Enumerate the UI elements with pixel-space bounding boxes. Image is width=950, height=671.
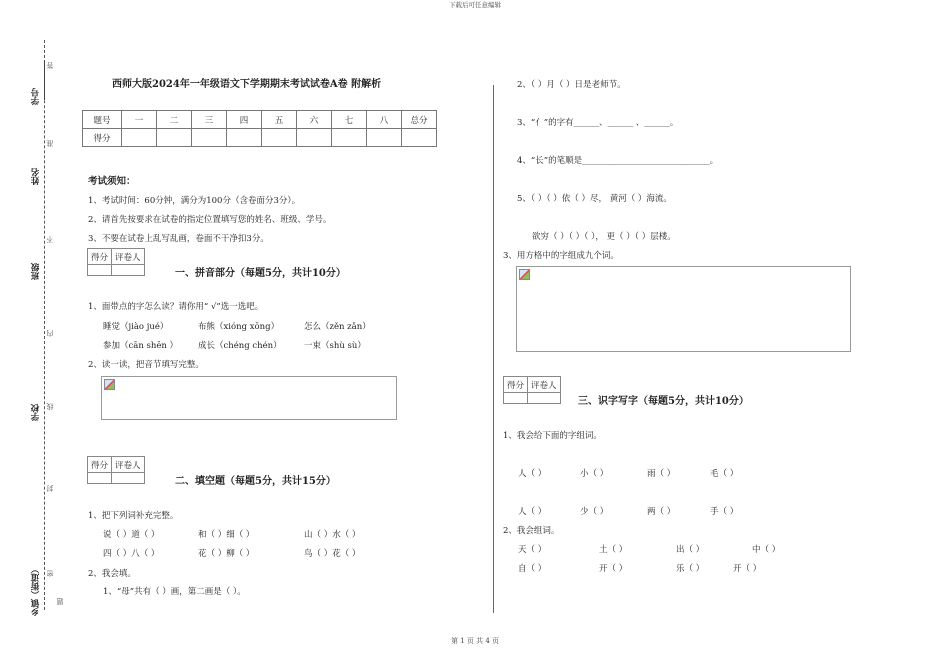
fill-blank: 山（ ）水（ ）	[304, 530, 361, 540]
fill-blank: 鸟（ ）花（ ）	[304, 549, 361, 559]
cut-line	[44, 40, 45, 610]
grader-box	[87, 248, 145, 276]
column-divider	[493, 85, 494, 613]
margin-mark: 题	[56, 598, 64, 605]
question: 1、我会给下面的字组词。	[503, 431, 602, 441]
fill-blank: 3、“亻”的字有______、______ 、______。	[517, 118, 679, 128]
fill-blank: 乐（ ）	[676, 564, 705, 574]
fill-blank: 中（ ）	[752, 545, 781, 555]
grader-reviewer-cell	[112, 265, 145, 276]
fill-blank: 说（ ）道（ ）	[103, 530, 160, 540]
grader-reviewer-label: 评卷人	[112, 249, 145, 265]
fill-blank: 手（ ）	[710, 507, 739, 517]
fill-blank: 1、“母”共有（ ）画，第二画是（ ）。	[103, 587, 246, 597]
fill-blank: 2、（ ）月（ ）日是老师节。	[517, 80, 626, 90]
class-label: 班级	[31, 263, 41, 280]
margin-mark: 封	[46, 485, 54, 492]
fill-blank: 天（ ）	[518, 545, 547, 555]
grader-score-cell	[88, 473, 112, 484]
score-cell	[122, 129, 157, 147]
fill-blank: 欲穷（ ）（ ）（ ）， 更（ ）（ ）层楼。	[532, 232, 676, 242]
fill-blank: 5、（ ）（ ）依（ ）尽， 黄河（ ）海流。	[517, 194, 672, 204]
score-cell: 得分	[83, 129, 122, 147]
grader-reviewer-cell	[112, 473, 145, 484]
score-cell	[332, 129, 367, 147]
notice-item: 2、请首先按要求在试卷的指定位置填写您的姓名、班级、学号。	[88, 215, 332, 225]
notice-item: 1、考试时间：60分钟，满分为100分（含卷面分3分）。	[88, 196, 301, 206]
score-cell	[367, 129, 402, 147]
fill-blank: 出（ ）	[676, 545, 705, 555]
fill-blank: 人（ ）	[518, 469, 547, 479]
fill-blank: 四（ ）八（ ）	[103, 549, 160, 559]
pinyin-choice: 成长（chéng chén）	[198, 341, 282, 351]
score-cell: 八	[367, 111, 402, 129]
score-cell	[157, 129, 192, 147]
section-title: 一、拼音部分（每题5分，共计10分）	[175, 268, 346, 279]
score-cell: 七	[332, 111, 367, 129]
broken-image-icon	[104, 379, 115, 390]
score-cell: 四	[227, 111, 262, 129]
fill-blank: 小（ ）	[580, 469, 609, 479]
question: 2、我会填。	[88, 569, 136, 579]
grader-score-cell	[504, 393, 528, 404]
grader-score-cell	[88, 265, 112, 276]
question: 1、面带点的字怎么读？请你用“ √”选一选吧。	[88, 302, 264, 312]
fill-blank: 两（ ）	[647, 507, 676, 517]
township-label: 乡镇（街道）	[31, 565, 41, 616]
notice-heading: 考试须知：	[88, 176, 136, 187]
margin-mark: 准	[46, 140, 54, 147]
pinyin-choice: 参加（cān shēn ）	[103, 341, 179, 351]
grader-reviewer-cell	[528, 393, 561, 404]
margin-mark: 不	[46, 236, 54, 243]
score-cell	[402, 129, 437, 147]
fill-blank: 少（ ）	[580, 507, 609, 517]
exam-title: 西师大版2024年一年级语文下学期期末考试试卷A卷 附解析	[112, 79, 382, 90]
score-table-header-row	[83, 111, 437, 129]
pinyin-choice: 一束（shù sù）	[304, 341, 366, 351]
score-table-score-row	[83, 129, 437, 147]
school-label: 学校	[31, 404, 41, 421]
image-placeholder	[101, 376, 397, 420]
score-cell	[192, 129, 227, 147]
page-footer: 第 1 页 共 4 页	[450, 637, 500, 645]
score-cell	[262, 129, 297, 147]
score-cell: 一	[122, 111, 157, 129]
score-table	[82, 110, 437, 147]
margin-mark: 内	[46, 330, 54, 337]
score-cell: 六	[297, 111, 332, 129]
fill-blank: 和（ ）细（ ）	[198, 530, 255, 540]
fill-blank: 土（ ）	[599, 545, 628, 555]
grader-score-label: 得分	[88, 457, 112, 473]
fill-blank: 自（ ）	[518, 564, 547, 574]
score-cell	[227, 129, 262, 147]
image-placeholder	[516, 266, 851, 352]
grader-reviewer-label: 评卷人	[112, 457, 145, 473]
name-label: 姓名	[31, 168, 41, 185]
header-note: 下载后可任意编辑	[449, 1, 501, 9]
pinyin-choice: 睡觉（jiào jué）	[103, 322, 169, 332]
score-cell: 总分	[402, 111, 437, 129]
notice-item: 3、不要在试卷上乱写乱画，卷面不干净扣3分。	[88, 234, 269, 244]
margin-mark: 答	[46, 62, 54, 69]
pinyin-choice: 怎么（zěn zǎn）	[304, 322, 371, 332]
fill-blank: 花（ ）柳（ ）	[198, 549, 255, 559]
fill-blank: 开（ ）	[733, 564, 762, 574]
question: 1、把下列词补充完整。	[88, 511, 179, 521]
question: 2、我会组词。	[503, 526, 560, 536]
grader-score-label: 得分	[504, 377, 528, 393]
grader-score-label: 得分	[88, 249, 112, 265]
score-cell: 三	[192, 111, 227, 129]
fill-blank: 毛（ ）	[710, 469, 739, 479]
score-cell: 题号	[83, 111, 122, 129]
pinyin-choice: 布熊（xióng xōng）	[198, 322, 280, 332]
score-cell: 二	[157, 111, 192, 129]
question: 2、读一读，把音节填写完整。	[88, 360, 204, 370]
fill-blank: 人（ ）	[518, 507, 547, 517]
fill-blank: 雨（ ）	[647, 469, 676, 479]
score-cell	[297, 129, 332, 147]
fill-blank: 开（ ）	[599, 564, 628, 574]
margin-mark: 密	[46, 570, 54, 577]
grader-box	[87, 456, 145, 484]
margin-mark: 线	[46, 403, 54, 410]
student-id-label: 学号	[31, 88, 41, 105]
grader-box	[503, 376, 561, 404]
score-cell: 五	[262, 111, 297, 129]
grader-reviewer-label: 评卷人	[528, 377, 561, 393]
broken-image-icon	[519, 269, 530, 280]
section-title: 三、识字写字（每题5分，共计10分）	[578, 396, 749, 407]
fill-blank: 4、“长”的笔顺是______________________________。	[517, 156, 719, 166]
section-title: 二、填空题（每题5分，共计15分）	[175, 476, 336, 487]
question: 3、用方格中的字组成九个词。	[503, 251, 619, 261]
